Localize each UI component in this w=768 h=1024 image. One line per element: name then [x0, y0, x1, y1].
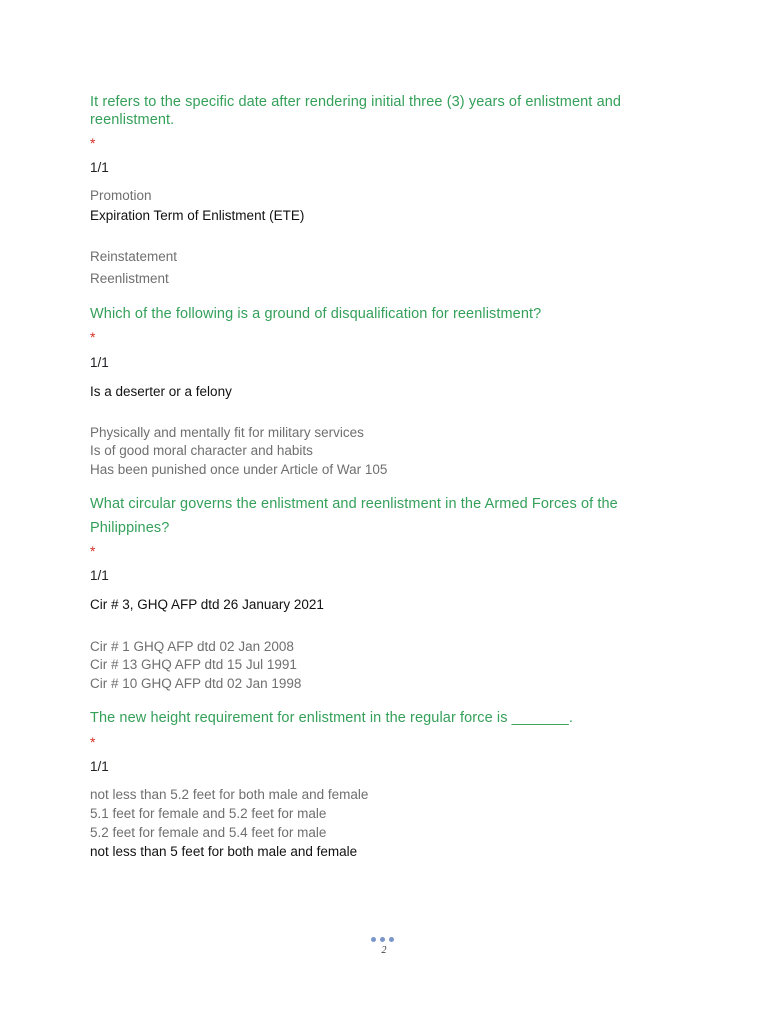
- score: 1/1: [90, 568, 109, 583]
- option: not less than 5.2 feet for both male and female: [90, 787, 369, 802]
- required-mark: *: [90, 329, 96, 345]
- question-text: Which of the following is a ground of disqualification for reenlistment?: [90, 306, 542, 322]
- question-text: The new height requirement for enlistment in the regular force is _______.: [90, 710, 573, 726]
- required-mark: *: [90, 543, 96, 559]
- dot-icon: [380, 937, 385, 942]
- option: Promotion: [90, 188, 152, 203]
- option-selected: Expiration Term of Enlistment (ETE): [90, 208, 305, 223]
- option: Has been punished once under Article of War 105: [90, 462, 388, 477]
- dot-icon: [371, 937, 376, 942]
- option: Reenlistment: [90, 271, 169, 286]
- option: Cir # 1 GHQ AFP dtd 02 Jan 2008: [90, 639, 294, 654]
- option-selected: Cir # 3, GHQ AFP dtd 26 January 2021: [90, 597, 324, 612]
- option: Is of good moral character and habits: [90, 443, 313, 458]
- question-text: What circular governs the enlistment and reenlistment in the Armed Forces of the Philippines?: [90, 496, 618, 536]
- option-selected: Is a deserter or a felony: [90, 384, 232, 399]
- option: Cir # 13 GHQ AFP dtd 15 Jul 1991: [90, 657, 297, 672]
- score: 1/1: [90, 759, 109, 774]
- more-dots-icon: [371, 937, 397, 943]
- option: 5.2 feet for female and 5.4 feet for male: [90, 825, 327, 840]
- page-number: 2: [381, 945, 387, 956]
- score: 1/1: [90, 355, 109, 370]
- option: 5.1 feet for female and 5.2 feet for male: [90, 806, 327, 821]
- dot-icon: [389, 937, 394, 942]
- option: Physically and mentally fit for military services: [90, 425, 364, 440]
- option: Cir # 10 GHQ AFP dtd 02 Jan 1998: [90, 676, 302, 691]
- required-mark: *: [90, 135, 96, 151]
- option-selected: not less than 5 feet for both male and female: [90, 844, 358, 859]
- required-mark: *: [90, 734, 96, 750]
- option: Reinstatement: [90, 249, 178, 264]
- score: 1/1: [90, 160, 109, 175]
- question-text: It refers to the specific date after rendering initial three (3) years of enlistment and reenlistment.: [90, 94, 622, 128]
